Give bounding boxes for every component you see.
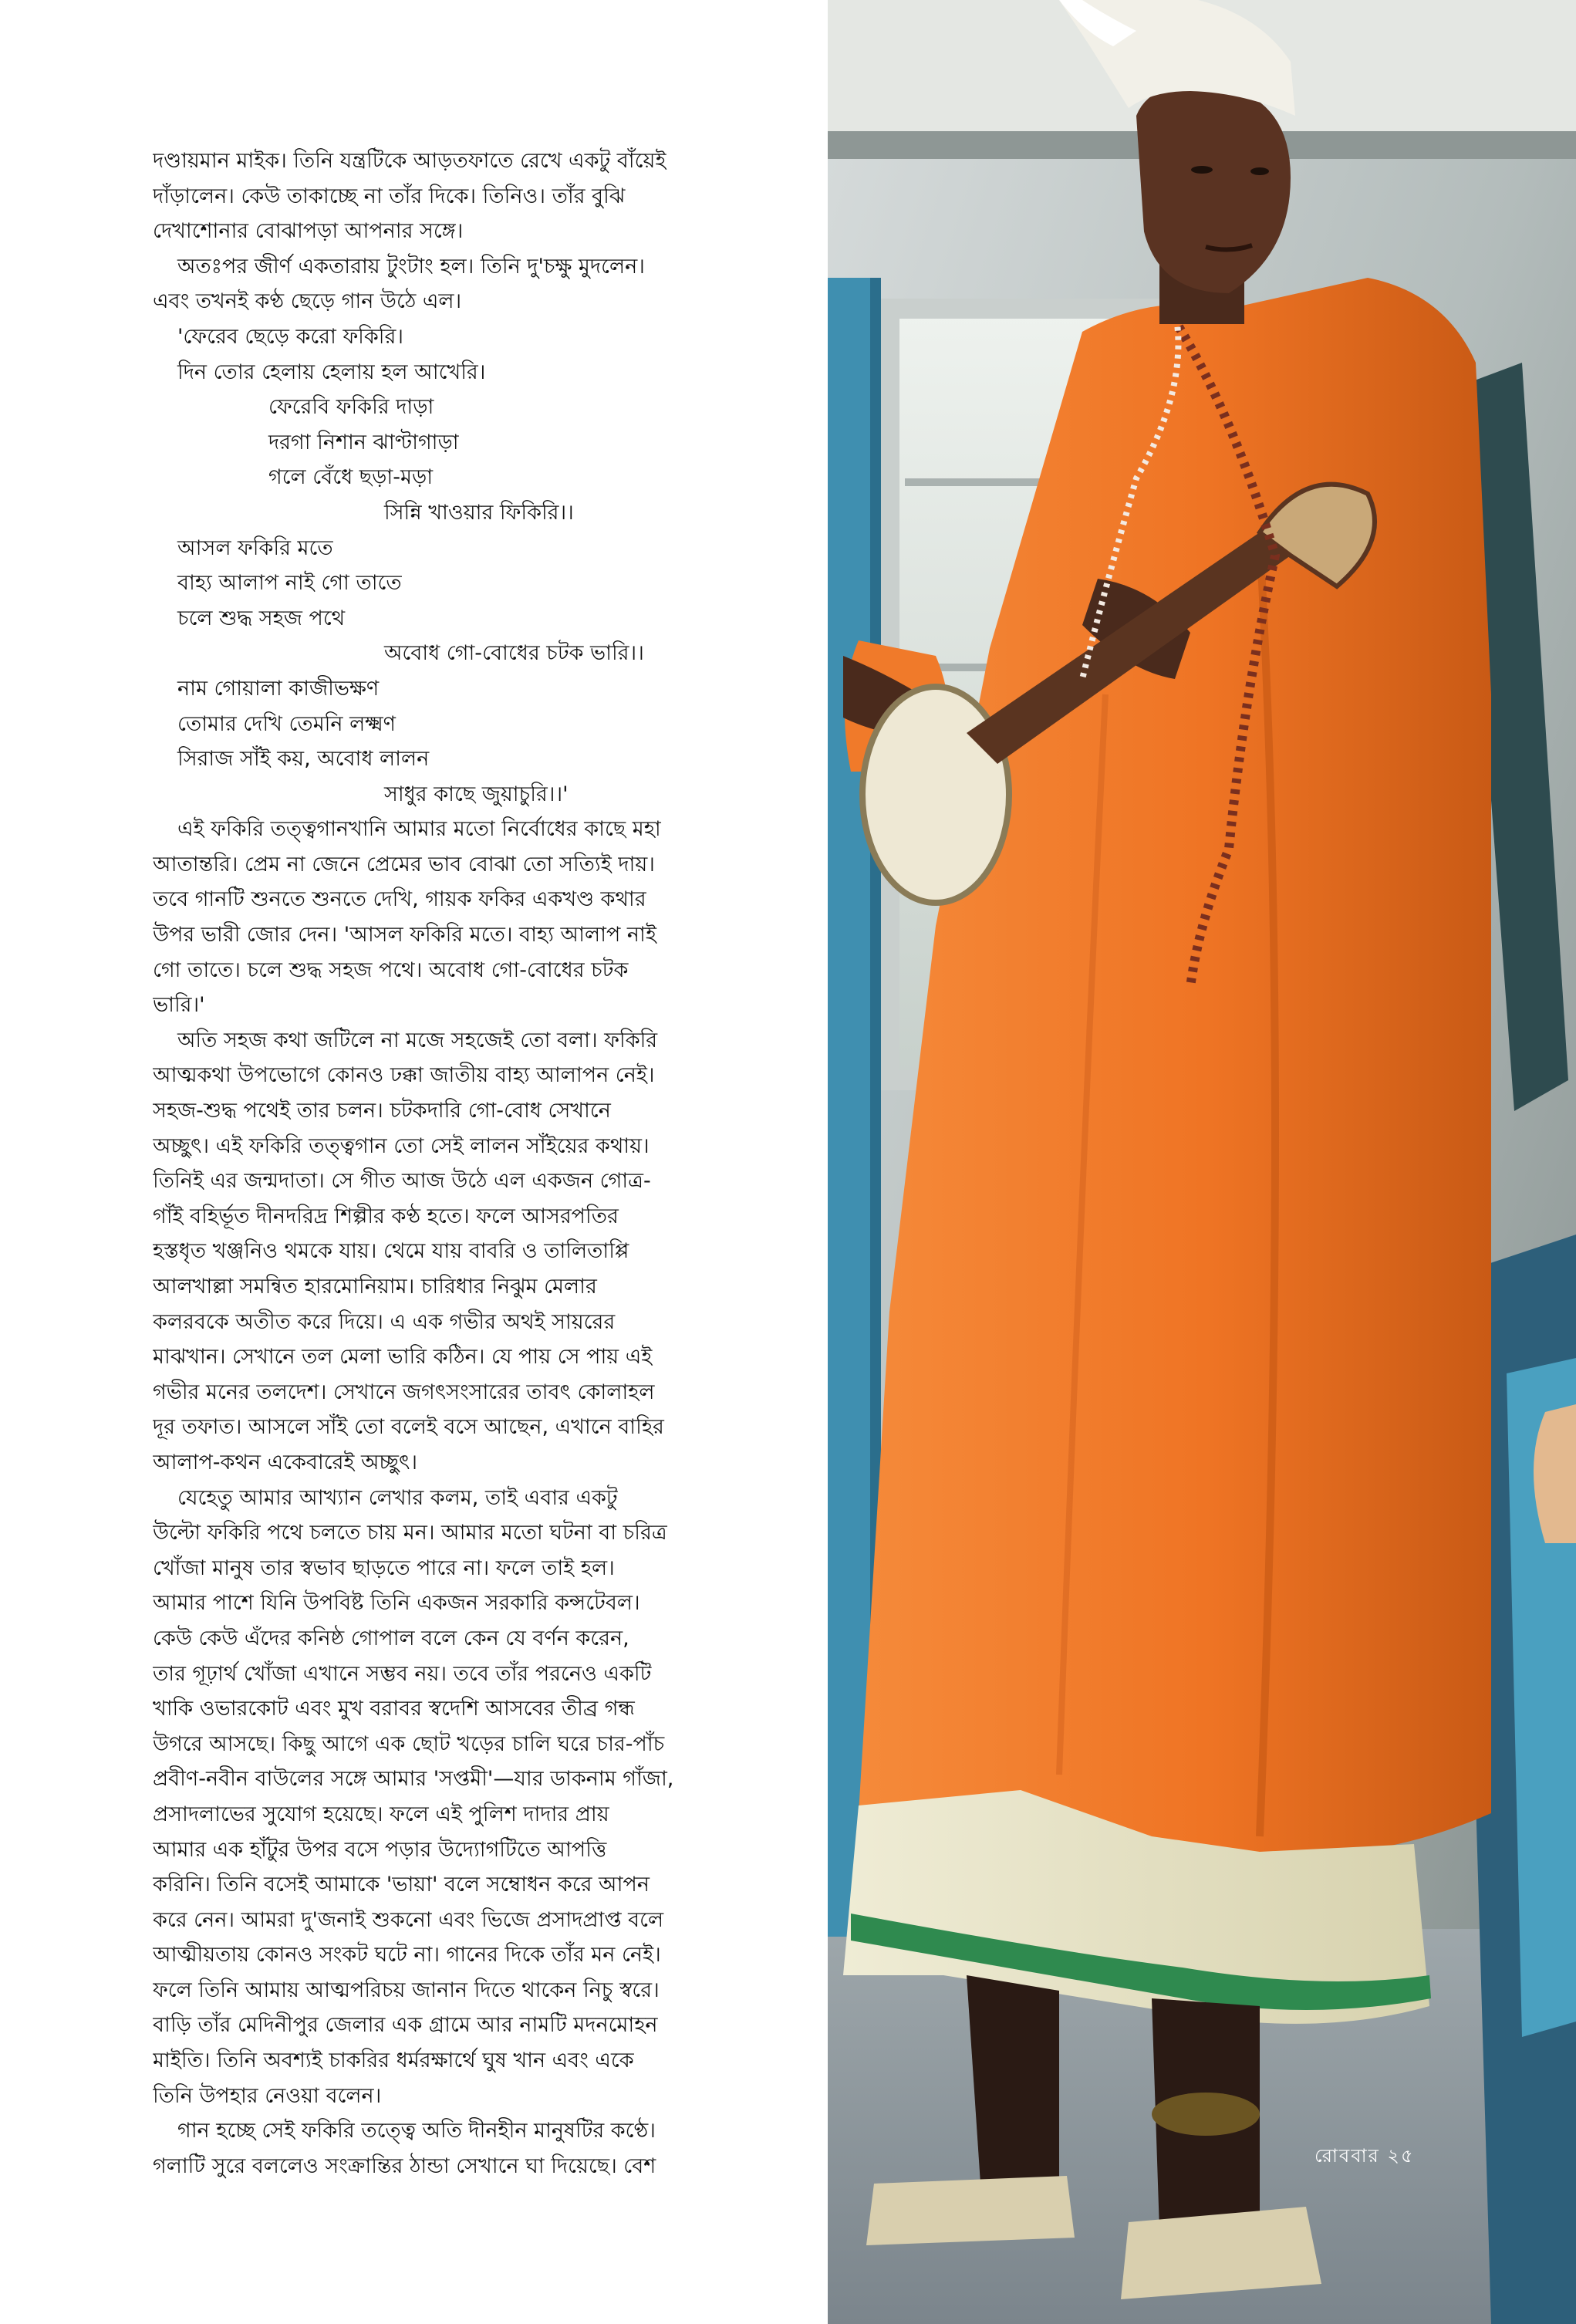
article-line: সহজ-শুদ্ধ পথেই তার চলন। চটকদারি গো-বোধ সেখানে [153,1099,611,1123]
article-line: এবং তখনই কণ্ঠ ছেড়ে গান উঠে এল। [153,289,462,314]
seat-post-left [828,278,870,1937]
verse-line: সিরাজ সাঁই কয়, অবোধ লালন [177,747,430,772]
article-line: আমার এক হাঁটুর উপর বসে পড়ার উদ্যোগটিতে আপত্তি [153,1837,607,1862]
verse-line: চলে শুদ্ধ সহজ পথে [177,606,346,630]
article-line: আলখাল্লা সমন্বিত হারমোনিয়াম। চারিধার নিঝুম মেলার [153,1275,597,1299]
sandal-left [866,2176,1075,2245]
article-line: গাঁই বহির্ভূত দীনদরিদ্র শিল্পীর কণ্ঠ হতে। ফলে আসরপতির [153,1204,619,1228]
verse-line: দরগা নিশান ঝাণ্টাগাড়া [268,430,459,454]
article-line: উগরে আসছে। কিছু আগে এক ছোট খড়ের চালি ঘরে চার-পাঁচ [153,1731,665,1756]
verse-line: অবোধ গো-বোধের চটক ভারি।। [384,641,644,666]
article-line: গান হচ্ছে সেই ফকিরি তত্ত্বে অতি দীনহীন মানুষটির কণ্ঠে। [177,2119,656,2143]
verse-line: তোমার দেখি তেমনি লক্ষ্মণ [177,711,397,736]
article-line: হস্তধৃত খঞ্জনিও থমকে যায়। থেমে যায় বাবরি ও তালিতাপ্পি [153,1239,629,1264]
verse-line: বাহ্য আলাপ নাই গো তাতে [177,571,402,596]
article-line: অতঃপর জীর্ণ একতারায় টুংটাং হল। তিনি দু'চক্ষু মুদলেন। [177,254,645,279]
article-line: আতান্তরি। প্রেম না জেনে প্রেমের ভাব বোঝা তো সত্যিই দায়। [153,852,655,877]
article-line: প্রবীণ-নবীন বাউলের সঙ্গে আমার 'সপ্তমী'—যার ডাকনাম গাঁজা, [153,1767,674,1792]
article-line: আত্মীয়তায় কোনও সংকট ঘটে না। গানের দিকে তাঁর মন নেই। [153,1943,661,1968]
article-line: কেউ কেউ এঁদের কনিষ্ঠ গোপাল বলে কেন যে বর্ণন করেন, [153,1626,629,1650]
article-line: করিনি। তিনি বসেই আমাকে 'ভায়া' বলে সম্বোধন করে আপন [153,1873,650,1897]
ankle-bells [1152,2093,1260,2136]
verse-line: 'ফেরেব ছেড়ে করো ফকিরি। [177,324,404,349]
article-line: করে নেন। আমরা দু'জনাই শুকনো এবং ভিজে প্রসাদপ্রাপ্ত বলে [153,1907,664,1932]
article-line: অতি সহজ কথা জটিলে না মজে সহজেই তো বলা। ফকিরি [177,1028,658,1052]
article-line: ফলে তিনি আমায় আত্মপরিচয় জানান দিতে থাকেন নিচু স্বরে। [153,1978,660,2002]
article-line: তার গূঢ়ার্থ খোঁজা এখানে সম্ভব নয়। তবে তাঁর পরনেও একটি [153,1661,652,1686]
leg-left [967,1975,1059,2207]
article-line: গভীর মনের তলদেশ। সেখানে জগৎসংসারের তাবৎ কোলাহল [153,1380,655,1404]
verse-line: সাধুর কাছে জুয়াচুরি।।' [384,782,569,806]
article-line: মাঝখান। সেখানে তল মেলা ভারি কঠিন। যে পায় সে পায় এই [153,1345,653,1370]
article-line: ভারি।' [153,993,205,1018]
article-line: উল্টো ফকিরি পথে চলতে চায় মন। আমার মতো ঘটনা বা চরিত্র [153,1521,667,1545]
article-text-column [153,144,770,2184]
eye-left [1191,166,1213,174]
article-line: প্রসাদলাভের সুযোগ হয়েছে। ফলে এই পুলিশ দাদার প্রায় [153,1802,609,1826]
article-line: খাকি ওভারকোট এবং মুখ বরাবর স্বদেশি আসবের তীব্র গন্ধ [153,1697,635,1721]
verse-line: নাম গোয়ালা কাজীভক্ষণ [177,676,380,701]
article-line: দাঁড়ালেন। কেউ তাকাচ্ছে না তাঁর দিকে। তিনিও। তাঁর বুঝি [153,184,626,208]
page-folio: রোববার ২৫ [1314,2145,1415,2167]
article-line: গো তাতে। চলে শুদ্ধ সহজ পথে। অবোধ গো-বোধের চটক [153,958,629,982]
article-line: এই ফকিরি তত্ত্বগানখানি আমার মতো নির্বোধের কাছে মহা [177,817,661,842]
article-line: উপর ভারী জোর দেন। 'আসল ফকিরি মতে। বাহ্য আলাপ নাই [153,923,656,948]
article-line: দণ্ডায়মান মাইক। তিনি যন্ত্রটিকে আড়তফাতে রেখে একটু বাঁয়েই [153,149,667,173]
article-line: কলরবকে অতীত করে দিয়ে। এ এক গভীর অথই সায়রের [153,1309,616,1334]
article-line: দেখাশোনার বোঝাপড়া আপনার সঙ্গে। [153,219,464,244]
article-line: বাড়ি তাঁর মেদিনীপুর জেলার এক গ্রামে আর নামটি মদনমোহন [153,2013,658,2038]
article-line: আমার পাশে যিনি উপবিষ্ট তিনি একজন সরকারি কন্সটেবল। [153,1591,640,1616]
article-line: তিনিই এর জন্মদাতা। সে গীত আজ উঠে এল একজন গোত্র- [153,1169,651,1194]
verse-line: দিন তোর হেলায় হেলায় হল আখেরি। [177,360,486,384]
baul-singer-photo [828,0,1576,2324]
article-line: দূর তফাত। আসলে সাঁই তো বলেই বসে আছেন, এখানে বাহির [153,1415,664,1440]
article-line: তবে গানটি শুনতে শুনতে দেখি, গায়ক ফকির একখণ্ড কথার [153,887,646,912]
verse-line: আসল ফকিরি মতে [177,535,333,560]
article-line: গলাটি সুরে বললেও সংক্রান্তির ঠান্ডা সেখানে ঘা দিয়েছে। বেশ [153,2153,656,2178]
eye-right [1250,167,1269,175]
sandal-right [1121,2207,1321,2299]
article-line: অচ্ছুৎ। এই ফকিরি তত্ত্বগান তো সেই লালন সাঁইয়ের কথায়। [153,1133,650,1158]
article-line: মাইতি। তিনি অবশ্যই চাকরির ধর্মরক্ষার্থে ঘুষ খান এবং একে [153,2049,634,2073]
verse-line: ফেরেবি ফকিরি দাড়া [268,395,434,420]
verse-line: সিন্নি খাওয়ার ফিকিরি।। [384,500,574,525]
article-line: খোঁজা মানুষ তার স্বভাব ছাড়তে পারে না। ফলে তাই হল। [153,1556,615,1580]
article-line: তিনি উপহার নেওয়া বলেন। [153,2083,382,2108]
article-line: আত্মকথা উপভোগে কোনও ঢক্কা জাতীয় বাহ্য আলাপন নেই। [153,1063,655,1088]
article-line: আলাপ-কথন একেবারেই অচ্ছুৎ। [153,1450,418,1474]
verse-line: গলে বেঁধে ছড়া-মড়া [268,465,434,490]
article-line: যেহেতু আমার আখ্যান লেখার কলম, তাই এবার একটু [177,1485,618,1510]
